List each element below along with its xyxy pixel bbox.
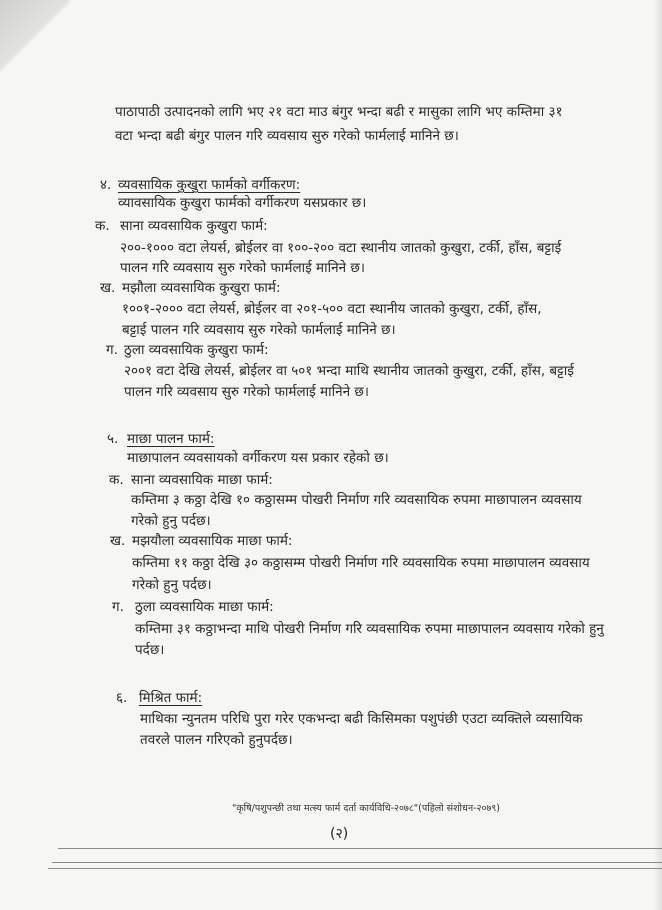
footer-rule-2	[52, 862, 662, 863]
section-4-item-kha-title: मझौला व्यवसायिक कुखुरा फार्म:	[122, 280, 281, 296]
page-edge-shadow	[654, 0, 662, 910]
section-6-line-1: माथिका न्युनतम परिधि पुरा गरेर एकभन्दा बढी किसिमका पशुपंछी एउटा व्यक्तिले व्यसायिक	[140, 711, 583, 727]
intro-line-2: वटा भन्दा बढी बंगुर पालन गरि व्यवसाय सुरु गरेको फार्मलाई मानिने छ।	[115, 128, 459, 144]
section-5-item-ka-line-2: गरेको हुनु पर्दछ।	[131, 513, 211, 529]
footer-rule-1	[58, 848, 662, 849]
section-4-item-ga-line-1: २००१ वटा देखि लेयर्स, ब्रोईलर वा ५०१ भन्दा माथि स्थानीय जातको कुखुरा, टर्की, हाँस, बट्टाई	[124, 363, 574, 379]
page-number: (२)	[330, 826, 349, 842]
footer-document-title: "कृषि/पशुपन्छी तथा मत्स्य फार्म दर्ता कार्यविधि-२०७८"(पहिलो संशोधन-२०७९)	[232, 803, 501, 814]
section-5-item-ga-marker: ग.	[112, 599, 124, 615]
section-5-item-kha-title: मझयौला व्यवसायिक माछा फार्म:	[132, 533, 293, 549]
section-5-item-ka-marker: क.	[109, 472, 124, 488]
section-4-intro: व्यावसायिक कुखुरा फार्मको वर्गीकरण यसप्रकार छ।	[118, 195, 367, 211]
section-5-number: ५.	[107, 431, 119, 447]
section-4-item-kha-line-2: बट्टाई पालन गरि व्यवसाय सुरु गरेको फार्मलाई मानिने छ।	[122, 322, 396, 338]
section-4-item-ga-line-2: पालन गरि व्यवसाय सुरु गरेको फार्मलाई मानिने छ।	[124, 384, 369, 400]
section-4-item-ka-marker: क.	[95, 218, 110, 234]
section-4-number: ४.	[100, 177, 112, 193]
section-4-item-ga-marker: ग.	[106, 342, 118, 358]
section-5-intro: माछापालन व्यवसायको वर्गीकरण यस प्रकार रहेको छ।	[127, 450, 389, 466]
section-4-item-ka-line-1: २००-१००० वटा लेयर्स, ब्रोईलर वा १००-२०० वटा स्थानीय जातको कुखुरा, टर्की, हाँस, बट्टाई	[120, 240, 562, 256]
section-4-item-ka-line-2: पालन गरि व्यवसाय सुरु गरेको फार्मलाई मानिने छ।	[120, 260, 365, 276]
section-5-item-ga-line-2: पर्दछ।	[135, 642, 165, 658]
section-5-heading: माछा पालन फार्म:	[127, 431, 215, 447]
section-5-item-ka-title: साना व्यवसायिक माछा फार्म:	[131, 472, 273, 488]
page-corner-fold	[0, 0, 70, 80]
intro-line-1: पाठापाठी उत्पादनको लागि भए २१ वटा माउ बंगुर भन्दा बढी र मासुका लागि भए कम्तिमा ३१	[115, 104, 563, 120]
section-4-item-kha-marker: ख.	[100, 280, 116, 296]
section-5-item-ka-line-1: कम्तिमा ३ कठ्ठा देखि १० कठ्ठासम्म पोखरी निर्माण गरि व्यवसायिक रुपमा माछापालन व्यवसाय	[131, 492, 582, 508]
section-5-item-ga-title: ठुला व्यवसायिक माछा फार्म:	[135, 599, 274, 615]
footer-rule-3	[48, 868, 662, 869]
section-6-line-2: तवरले पालन गरिएको हुनुपर्दछ।	[140, 732, 293, 748]
section-6-heading: मिश्रित फार्म:	[139, 690, 203, 706]
section-4-item-ga-title: ठुला व्यवसायिक कुखुरा फार्म:	[124, 342, 269, 358]
section-4-item-ka-title: साना व्यवसायिक कुखुरा फार्म:	[120, 218, 268, 234]
section-4-item-kha-line-1: १००१-२००० वटा लेयर्स, ब्रोईलर वा २०१-५०० वटा स्थानीय जातको कुखुरा, टर्की, हाँस,	[122, 301, 542, 317]
section-5-item-kha-line-1: कम्तिमा ११ कठ्ठा देखि ३० कठ्ठासम्म पोखरी निर्माण गरि व्यवसायिक रुपमा माछापालन व्यवसाय	[132, 555, 590, 571]
section-4-heading: व्यवसायिक कुखुरा फार्मको वर्गीकरण:	[118, 177, 301, 193]
section-6-number: ६.	[116, 690, 128, 706]
section-5-item-ga-line-1: कम्तिमा ३१ कठ्ठाभन्दा माथि पोखरी निर्माण गरि व्यवसायिक रुपमा माछापालन व्यवसाय गरेको हुनु	[135, 621, 604, 637]
section-5-item-kha-line-2: गरेको हुनु पर्दछ।	[132, 577, 212, 593]
section-5-item-kha-marker: ख.	[110, 533, 126, 549]
